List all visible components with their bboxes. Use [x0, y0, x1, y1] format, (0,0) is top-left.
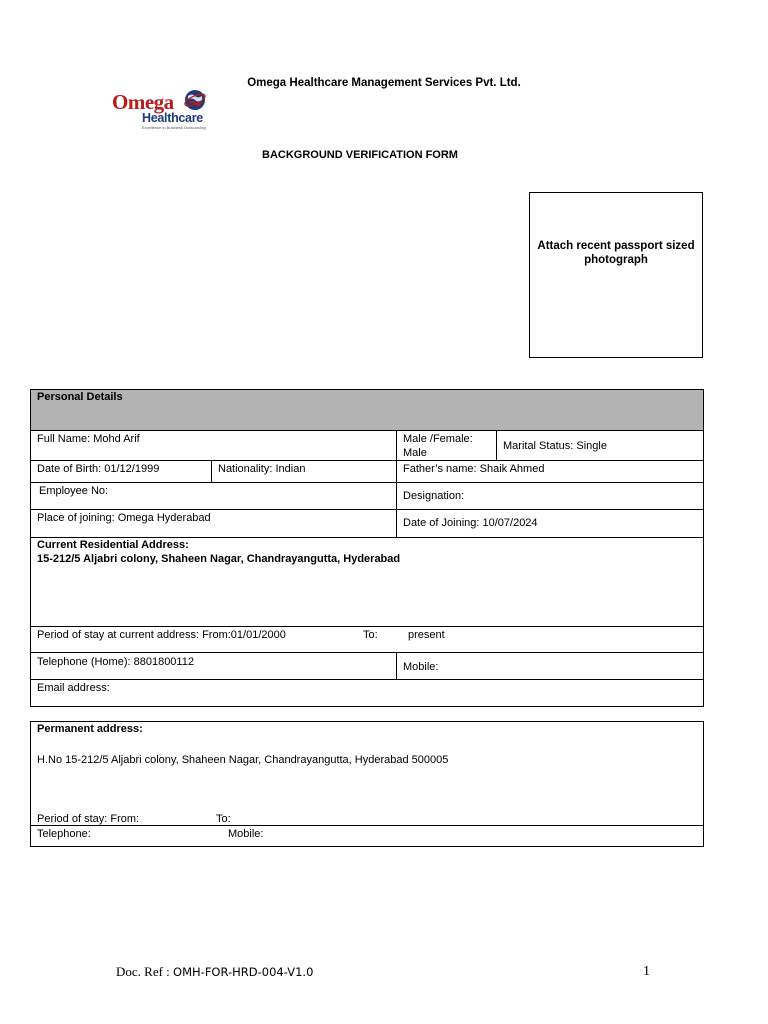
gender-field[interactable] [397, 429, 496, 463]
permanent-period-to-field[interactable]: To: [216, 813, 231, 825]
nationality-field[interactable]: Nationality: Indian [218, 463, 306, 475]
logo-sub-text: Healthcare [142, 111, 203, 125]
personal-details-title: Personal Details [37, 391, 123, 403]
logo-tagline: Excellence in Business Outsourcing [142, 125, 206, 130]
current-address-label: Current Residential Address: [37, 539, 189, 551]
designation-field[interactable]: Designation: [403, 490, 465, 502]
period-of-stay-field[interactable]: Period of stay at current address: From:01/01/2000 [37, 629, 286, 641]
current-address-value: 15-212/5 Aljabri colony, Shaheen Nagar, Chandrayangutta, Hyderabad [37, 553, 401, 565]
mobile-field[interactable]: Mobile: [403, 661, 439, 673]
gender-label: Male /Female: [403, 433, 473, 445]
current-address-field[interactable] [31, 535, 701, 569]
period-to-value[interactable]: present [408, 629, 445, 641]
marital-status-field[interactable]: Marital Status: Single [503, 440, 607, 452]
doc-ref-label: Doc. Ref : [116, 964, 174, 979]
row-divider [30, 679, 704, 680]
permanent-address-title: Permanent address: [37, 723, 143, 735]
globe-icon [183, 88, 207, 112]
date-of-joining-field[interactable]: Date of Joining: 10/07/2024 [403, 517, 538, 529]
period-to-label: To: [363, 629, 378, 641]
row-divider [30, 482, 704, 483]
form-title: BACKGROUND VERIFICATION FORM [262, 149, 458, 161]
permanent-period-from-field[interactable]: Period of stay: From: [37, 813, 140, 825]
gender-value: Male [403, 447, 427, 459]
employee-no-field[interactable]: Employee No: [39, 485, 109, 497]
omega-healthcare-logo [112, 88, 212, 134]
company-name: Omega Healthcare Management Services Pvt. Ltd. [247, 77, 521, 89]
photo-instruction: Attach recent passport sized photograph [537, 240, 695, 266]
permanent-address-value[interactable]: H.No 15-212/5 Aljabri colony, Shaheen Nagar, Chandrayangutta, Hyderabad 500005 [37, 754, 449, 766]
permanent-mobile-field[interactable]: Mobile: [228, 828, 264, 840]
email-field[interactable]: Email address: [37, 682, 110, 694]
page-number: 1 [643, 964, 650, 979]
father-name-field[interactable]: Father’s name: Shaik Ahmed [403, 463, 545, 475]
logo-main-text: Omega [112, 90, 174, 114]
permanent-telephone-field[interactable]: Telephone: [37, 828, 91, 840]
document-reference [116, 964, 313, 980]
date-of-birth-field[interactable]: Date of Birth: 01/12/1999 [37, 463, 160, 475]
place-of-joining-field[interactable]: Place of joining: Omega Hyderabad [37, 512, 211, 524]
photo-placeholder-box[interactable] [529, 192, 703, 358]
doc-ref-value: OMH-FOR-HRD-004-V1.0 [173, 965, 314, 979]
telephone-home-field[interactable]: Telephone (Home): 8801800112 [37, 656, 194, 668]
full-name-field[interactable]: Full Name: Mohd Arif [37, 433, 140, 445]
